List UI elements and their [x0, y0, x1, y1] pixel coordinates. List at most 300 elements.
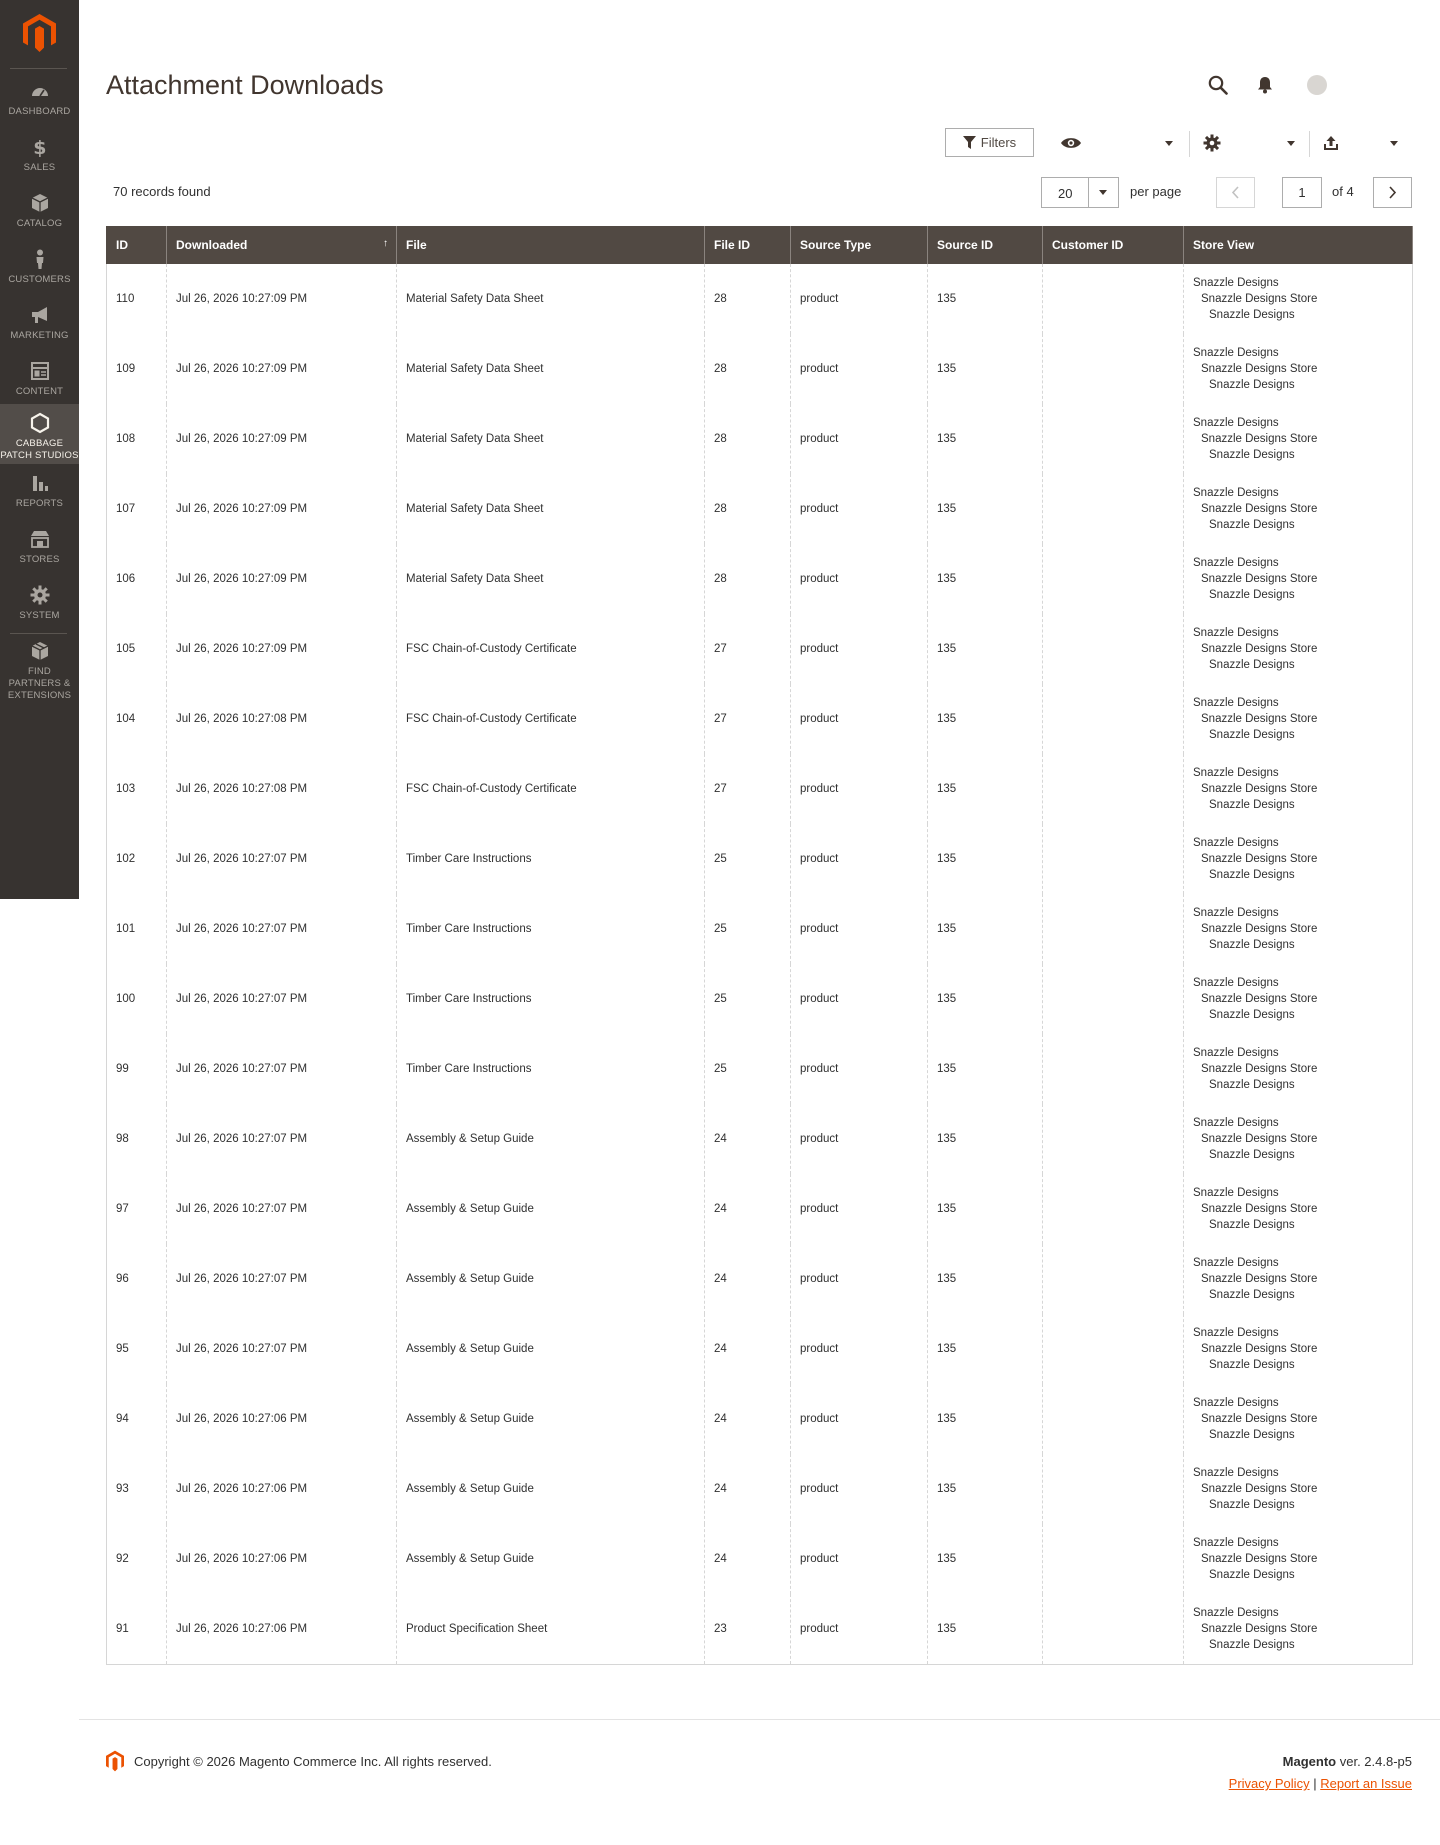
- table-row[interactable]: [107, 1384, 1413, 1454]
- version-info: [1283, 1754, 1412, 1769]
- eye-icon: [1060, 136, 1082, 150]
- table-row[interactable]: [107, 474, 1413, 544]
- per-page-label: per page: [1130, 184, 1182, 199]
- cell-file: Assembly & Setup Guide: [397, 1454, 705, 1524]
- cell-file-id: 25: [705, 824, 791, 894]
- column-header-customer-id[interactable]: Customer ID: [1043, 226, 1184, 264]
- cell-source-type: product: [791, 1454, 928, 1524]
- previous-page-button[interactable]: [1216, 177, 1255, 208]
- cell-customer-id: [1043, 404, 1184, 474]
- cell-id: 92: [107, 1524, 167, 1594]
- column-header-file-id[interactable]: File ID: [705, 226, 791, 264]
- cell-file-id: 25: [705, 894, 791, 964]
- svg-text:$: $: [32, 137, 47, 158]
- user-avatar[interactable]: [1307, 75, 1327, 95]
- cell-id: 99: [107, 1034, 167, 1104]
- column-header-source-id[interactable]: Source ID: [928, 226, 1043, 264]
- cell-downloaded: Jul 26, 2026 10:27:08 PM: [167, 754, 397, 824]
- cell-file-id: 24: [705, 1524, 791, 1594]
- cell-source-type: product: [791, 334, 928, 404]
- cell-file: FSC Chain-of-Custody Certificate: [397, 754, 705, 824]
- store-view-view: Snazzle Designs: [1209, 519, 1295, 531]
- cell-id: 97: [107, 1174, 167, 1244]
- cell-source-type: product: [791, 1524, 928, 1594]
- nav-label: STORES: [19, 554, 60, 565]
- cell-store-view: [1184, 1244, 1413, 1314]
- store-view-website: Snazzle Designs: [1193, 1606, 1279, 1619]
- cell-store-view: [1184, 684, 1413, 754]
- store-view-store: Snazzle Designs Store: [1201, 433, 1318, 445]
- table-row[interactable]: [107, 1174, 1413, 1244]
- cell-file-id: 24: [705, 1244, 791, 1314]
- cell-file-id: 27: [705, 684, 791, 754]
- cell-id: 109: [107, 334, 167, 404]
- cell-file: Assembly & Setup Guide: [397, 1244, 705, 1314]
- store-view-website: Snazzle Designs: [1193, 487, 1279, 499]
- sidebar-item-dashboard[interactable]: [0, 80, 79, 132]
- toolbar-divider: [1189, 131, 1190, 157]
- cell-source-id: 135: [928, 1244, 1043, 1314]
- cell-id: 108: [107, 404, 167, 474]
- sort-ascending-icon: ↑: [383, 238, 388, 249]
- nav-label-line: PATCH STUDIOS: [0, 450, 79, 461]
- cell-downloaded: Jul 26, 2026 10:27:07 PM: [167, 1244, 397, 1314]
- store-view-website: Snazzle Designs: [1193, 1187, 1279, 1199]
- next-page-button[interactable]: [1373, 177, 1412, 208]
- store-view-website: Snazzle Designs: [1193, 557, 1279, 569]
- filters-label: Filters: [980, 135, 1017, 150]
- cell-customer-id: [1043, 264, 1184, 334]
- sidebar-item-system[interactable]: [0, 584, 79, 636]
- column-header-label: Downloaded: [176, 238, 248, 252]
- cell-file-id: 24: [705, 1384, 791, 1454]
- store-view-website: Snazzle Designs: [1193, 1047, 1279, 1059]
- chevron-down-icon: [1390, 141, 1398, 146]
- store-view-website: Snazzle Designs: [1193, 1397, 1279, 1409]
- cell-downloaded: Jul 26, 2026 10:27:07 PM: [167, 1314, 397, 1384]
- magento-logo-icon: [106, 1750, 124, 1772]
- cell-id: 95: [107, 1314, 167, 1384]
- cell-id: 103: [107, 754, 167, 824]
- person-icon: [29, 248, 51, 270]
- cell-file-id: 27: [705, 754, 791, 824]
- cell-source-id: 135: [928, 334, 1043, 404]
- cell-file-id: 25: [705, 964, 791, 1034]
- table-row[interactable]: [107, 1104, 1413, 1174]
- cell-customer-id: [1043, 1244, 1184, 1314]
- nav-label: CATALOG: [16, 218, 63, 229]
- cell-source-id: 135: [928, 964, 1043, 1034]
- sidebar-item-sales[interactable]: [0, 136, 79, 188]
- cell-customer-id: [1043, 1104, 1184, 1174]
- notification-bell-icon[interactable]: [1257, 76, 1273, 94]
- cell-store-view: [1184, 964, 1413, 1034]
- table-row[interactable]: [107, 894, 1413, 964]
- cell-source-type: product: [791, 614, 928, 684]
- cell-source-id: 135: [928, 544, 1043, 614]
- cell-source-id: 135: [928, 894, 1043, 964]
- store-view-store: Snazzle Designs Store: [1201, 853, 1318, 865]
- footer-divider: [79, 1719, 1440, 1720]
- funnel-icon: [963, 136, 976, 149]
- grid-settings-dropdown[interactable]: [1198, 128, 1298, 157]
- table-row[interactable]: [107, 754, 1413, 824]
- cell-file: Material Safety Data Sheet: [397, 404, 705, 474]
- store-view-view: Snazzle Designs: [1209, 1219, 1295, 1231]
- cell-customer-id: [1043, 1034, 1184, 1104]
- chevron-down-icon: [1165, 141, 1173, 146]
- table-row[interactable]: [107, 1034, 1413, 1104]
- cell-downloaded: Jul 26, 2026 10:27:09 PM: [167, 404, 397, 474]
- cell-store-view: [1184, 894, 1413, 964]
- cell-id: 110: [107, 264, 167, 334]
- store-view-view: Snazzle Designs: [1209, 1499, 1295, 1511]
- chevron-down-icon: [1287, 141, 1295, 146]
- cell-source-type: product: [791, 964, 928, 1034]
- table-row[interactable]: [107, 614, 1413, 684]
- cell-downloaded: Jul 26, 2026 10:27:09 PM: [167, 334, 397, 404]
- per-page-value: 20: [1058, 186, 1073, 201]
- store-view-store: Snazzle Designs Store: [1201, 1483, 1318, 1495]
- records-count: 70 records found: [113, 184, 211, 199]
- nav-label-line: EXTENSIONS: [7, 690, 72, 701]
- cell-downloaded: Jul 26, 2026 10:27:08 PM: [167, 684, 397, 754]
- cell-customer-id: [1043, 334, 1184, 404]
- sidebar-divider: [10, 633, 67, 634]
- store-view-store: Snazzle Designs Store: [1201, 1622, 1318, 1635]
- search-icon[interactable]: [1208, 75, 1228, 95]
- column-header-file[interactable]: File: [397, 226, 705, 264]
- cell-store-view: [1184, 614, 1413, 684]
- nav-label: REPORTS: [15, 498, 64, 509]
- store-view-store: Snazzle Designs Store: [1201, 1133, 1318, 1145]
- cell-id: 107: [107, 474, 167, 544]
- privacy-policy-link[interactable]: Privacy Policy: [1228, 1776, 1310, 1791]
- table-row[interactable]: [107, 824, 1413, 894]
- store-view-view: Snazzle Designs: [1209, 1289, 1295, 1301]
- cell-source-type: product: [791, 1314, 928, 1384]
- store-view-view: Snazzle Designs: [1209, 309, 1295, 321]
- store-view-website: Snazzle Designs: [1193, 837, 1279, 849]
- cell-file: Timber Care Instructions: [397, 1034, 705, 1104]
- store-view-website: Snazzle Designs: [1193, 347, 1279, 359]
- version-number: ver. 2.4.8-p5: [1336, 1754, 1412, 1769]
- store-view-view: Snazzle Designs: [1209, 869, 1295, 881]
- sidebar-item-customers[interactable]: [0, 248, 79, 300]
- dollar-icon: [29, 136, 51, 158]
- cell-customer-id: [1043, 1524, 1184, 1594]
- cell-file: FSC Chain-of-Custody Certificate: [397, 614, 705, 684]
- cell-file: Material Safety Data Sheet: [397, 544, 705, 614]
- store-view-view: Snazzle Designs: [1209, 729, 1295, 741]
- cell-source-type: product: [791, 1034, 928, 1104]
- store-view-store: Snazzle Designs Store: [1201, 993, 1318, 1005]
- sidebar-item-cabbage-patch-studios[interactable]: [0, 404, 79, 464]
- store-view-store: Snazzle Designs Store: [1201, 1203, 1318, 1215]
- cell-source-id: 135: [928, 684, 1043, 754]
- nav-label-line: CABBAGE: [15, 438, 64, 449]
- cell-customer-id: [1043, 1314, 1184, 1384]
- cell-store-view: [1184, 1524, 1413, 1594]
- cell-file: Material Safety Data Sheet: [397, 264, 705, 334]
- cell-file-id: 28: [705, 334, 791, 404]
- cell-file-id: 24: [705, 1314, 791, 1384]
- chevron-down-icon: [1099, 190, 1107, 195]
- cell-customer-id: [1043, 824, 1184, 894]
- cell-file: Timber Care Instructions: [397, 894, 705, 964]
- view-columns-dropdown[interactable]: [1050, 128, 1173, 157]
- nav-label: CUSTOMERS: [8, 274, 71, 285]
- report-issue-link[interactable]: Report an Issue: [1320, 1776, 1412, 1791]
- cell-file: Assembly & Setup Guide: [397, 1104, 705, 1174]
- cell-customer-id: [1043, 544, 1184, 614]
- sidebar-item-stores[interactable]: [0, 528, 79, 580]
- cell-file-id: 24: [705, 1174, 791, 1244]
- store-view-store: Snazzle Designs Store: [1201, 293, 1318, 305]
- store-view-view: Snazzle Designs: [1209, 589, 1295, 601]
- table-row[interactable]: [107, 334, 1413, 404]
- cell-source-type: product: [791, 894, 928, 964]
- cell-downloaded: Jul 26, 2026 10:27:09 PM: [167, 264, 397, 334]
- per-page-select[interactable]: [1041, 177, 1119, 208]
- nav-label: SYSTEM: [19, 610, 60, 621]
- column-header-source-type[interactable]: Source Type: [791, 226, 928, 264]
- store-view-website: Snazzle Designs: [1193, 697, 1279, 709]
- page-title: Attachment Downloads: [106, 70, 384, 100]
- link-separator: |: [1313, 1776, 1317, 1791]
- column-header-id[interactable]: ID: [107, 226, 167, 264]
- sidebar-item-marketing[interactable]: [0, 304, 79, 356]
- cell-id: 91: [107, 1594, 167, 1664]
- store-view-website: Snazzle Designs: [1193, 1327, 1279, 1339]
- store-view-view: Snazzle Designs: [1209, 939, 1295, 951]
- cell-store-view: [1184, 824, 1413, 894]
- cell-file: Material Safety Data Sheet: [397, 334, 705, 404]
- table-row[interactable]: [107, 1524, 1413, 1594]
- cell-file: Timber Care Instructions: [397, 824, 705, 894]
- brand-name: Magento: [1282, 1754, 1337, 1769]
- cell-store-view: [1184, 1104, 1413, 1174]
- megaphone-icon: [29, 304, 51, 326]
- table-row[interactable]: [107, 1314, 1413, 1384]
- store-view-website: Snazzle Designs: [1193, 1467, 1279, 1479]
- cell-downloaded: Jul 26, 2026 10:27:07 PM: [167, 1174, 397, 1244]
- cell-source-type: product: [791, 474, 928, 544]
- footer-links: [1229, 1776, 1412, 1791]
- cell-source-type: product: [791, 264, 928, 334]
- gear-icon: [29, 584, 51, 606]
- cell-downloaded: Jul 26, 2026 10:27:06 PM: [167, 1524, 397, 1594]
- sidebar-item-catalog[interactable]: [0, 192, 79, 244]
- store-view-view: Snazzle Designs: [1209, 449, 1295, 461]
- nav-label-line: PARTNERS &: [8, 678, 71, 689]
- bar-chart-icon: [29, 472, 51, 494]
- store-view-view: Snazzle Designs: [1209, 1009, 1295, 1021]
- cell-customer-id: [1043, 1594, 1184, 1664]
- box-icon: [29, 192, 51, 214]
- cell-source-id: 135: [928, 1034, 1043, 1104]
- cell-customer-id: [1043, 684, 1184, 754]
- cell-downloaded: Jul 26, 2026 10:27:07 PM: [167, 964, 397, 1034]
- store-view-store: Snazzle Designs Store: [1201, 923, 1318, 935]
- cell-store-view: [1184, 474, 1413, 544]
- cell-source-id: 135: [928, 1454, 1043, 1524]
- cell-source-id: 135: [928, 1524, 1043, 1594]
- cell-id: 101: [107, 894, 167, 964]
- cell-customer-id: [1043, 1384, 1184, 1454]
- table-row[interactable]: [107, 1244, 1413, 1314]
- nav-label-line: FIND: [28, 666, 51, 677]
- cell-store-view: [1184, 754, 1413, 824]
- store-view-store: Snazzle Designs Store: [1201, 1063, 1318, 1075]
- cell-store-view: [1184, 404, 1413, 474]
- cell-source-type: product: [791, 684, 928, 754]
- store-view-store: Snazzle Designs Store: [1201, 713, 1318, 725]
- cell-source-type: product: [791, 1174, 928, 1244]
- table-row[interactable]: [107, 404, 1413, 474]
- cell-id: 94: [107, 1384, 167, 1454]
- page-count-label: of 4: [1332, 184, 1354, 199]
- export-icon: [1323, 135, 1339, 151]
- cell-customer-id: [1043, 964, 1184, 1034]
- table-row[interactable]: [107, 1454, 1413, 1524]
- nav-label: CONTENT: [15, 386, 64, 397]
- store-view-view: Snazzle Designs: [1209, 659, 1295, 671]
- cell-store-view: [1184, 544, 1413, 614]
- sidebar-item-find-partners[interactable]: [0, 640, 79, 706]
- cell-store-view: [1184, 1314, 1413, 1384]
- cell-file-id: 24: [705, 1454, 791, 1524]
- nav-label: SALES: [23, 162, 56, 173]
- layout-icon: [29, 360, 51, 382]
- nav-label: DASHBOARD: [8, 106, 71, 117]
- cell-store-view: [1184, 334, 1413, 404]
- store-view-view: Snazzle Designs: [1209, 1149, 1295, 1161]
- cell-source-type: product: [791, 1104, 928, 1174]
- cell-file: Timber Care Instructions: [397, 964, 705, 1034]
- cell-file-id: 25: [705, 1034, 791, 1104]
- cell-customer-id: [1043, 614, 1184, 684]
- page-number-input[interactable]: 1: [1282, 177, 1322, 208]
- cell-source-type: product: [791, 544, 928, 614]
- cell-store-view: [1184, 264, 1413, 334]
- cell-file: Material Safety Data Sheet: [397, 474, 705, 544]
- cell-customer-id: [1043, 894, 1184, 964]
- cell-file: Assembly & Setup Guide: [397, 1314, 705, 1384]
- cell-id: 100: [107, 964, 167, 1034]
- downloads-grid: [106, 226, 1413, 1665]
- table-row[interactable]: [107, 544, 1413, 614]
- cell-downloaded: Jul 26, 2026 10:27:07 PM: [167, 1104, 397, 1174]
- store-view-store: Snazzle Designs Store: [1201, 643, 1318, 655]
- table-row[interactable]: [107, 264, 1413, 334]
- store-view-website: Snazzle Designs: [1193, 1257, 1279, 1269]
- cell-file: Product Specification Sheet: [397, 1594, 705, 1664]
- cell-store-view: [1184, 1454, 1413, 1524]
- cell-store-view: [1184, 1034, 1413, 1104]
- cube-icon: [29, 640, 51, 662]
- per-page-toggle[interactable]: [1088, 178, 1118, 207]
- dashboard-icon: [29, 80, 51, 102]
- cell-source-id: 135: [928, 474, 1043, 544]
- cell-file: FSC Chain-of-Custody Certificate: [397, 684, 705, 754]
- cell-customer-id: [1043, 754, 1184, 824]
- cell-source-type: product: [791, 754, 928, 824]
- cell-downloaded: Jul 26, 2026 10:27:06 PM: [167, 1384, 397, 1454]
- sidebar-item-reports[interactable]: [0, 472, 79, 524]
- cell-file-id: 28: [705, 264, 791, 334]
- gear-icon: [1203, 134, 1221, 152]
- cell-store-view: [1184, 1174, 1413, 1244]
- cell-file-id: 28: [705, 544, 791, 614]
- magento-logo-icon[interactable]: [23, 14, 56, 52]
- cell-file-id: 28: [705, 404, 791, 474]
- cell-source-id: 135: [928, 1314, 1043, 1384]
- store-view-store: Snazzle Designs Store: [1201, 1553, 1318, 1565]
- cell-downloaded: Jul 26, 2026 10:27:09 PM: [167, 544, 397, 614]
- cell-source-type: product: [791, 404, 928, 474]
- cell-file-id: 27: [705, 614, 791, 684]
- store-view-store: Snazzle Designs Store: [1201, 573, 1318, 585]
- cell-downloaded: Jul 26, 2026 10:27:07 PM: [167, 824, 397, 894]
- table-row[interactable]: [107, 964, 1413, 1034]
- store-view-store: Snazzle Designs Store: [1201, 363, 1318, 375]
- store-view-website: Snazzle Designs: [1193, 977, 1279, 989]
- copyright-text: Copyright © 2026 Magento Commerce Inc. All rights reserved.: [134, 1754, 492, 1769]
- table-row[interactable]: [107, 1594, 1413, 1664]
- filters-button[interactable]: [945, 128, 1034, 157]
- store-view-website: Snazzle Designs: [1193, 1537, 1279, 1549]
- cell-customer-id: [1043, 1174, 1184, 1244]
- cell-source-type: product: [791, 1594, 928, 1664]
- cell-id: 102: [107, 824, 167, 894]
- store-view-website: Snazzle Designs: [1193, 907, 1279, 919]
- cell-id: 105: [107, 614, 167, 684]
- cell-id: 106: [107, 544, 167, 614]
- column-header-store-view[interactable]: Store View: [1184, 226, 1413, 264]
- cell-id: 93: [107, 1454, 167, 1524]
- column-header-downloaded[interactable]: [167, 226, 397, 264]
- cell-file-id: 24: [705, 1104, 791, 1174]
- cell-customer-id: [1043, 1454, 1184, 1524]
- cell-source-type: product: [791, 824, 928, 894]
- cell-file: Assembly & Setup Guide: [397, 1524, 705, 1594]
- table-row[interactable]: [107, 684, 1413, 754]
- grid-header-row: [107, 226, 1413, 264]
- store-view-view: Snazzle Designs: [1209, 1638, 1295, 1651]
- store-view-store: Snazzle Designs Store: [1201, 783, 1318, 795]
- cell-source-id: 135: [928, 754, 1043, 824]
- nav-label: MARKETING: [10, 330, 69, 341]
- cell-source-id: 135: [928, 824, 1043, 894]
- cell-source-id: 135: [928, 404, 1043, 474]
- export-dropdown[interactable]: [1318, 128, 1412, 157]
- cell-id: 98: [107, 1104, 167, 1174]
- store-view-website: Snazzle Designs: [1193, 1117, 1279, 1129]
- toolbar-divider: [1309, 131, 1310, 157]
- cell-source-id: 135: [928, 1594, 1043, 1664]
- store-view-store: Snazzle Designs Store: [1201, 1343, 1318, 1355]
- cell-store-view: [1184, 1594, 1413, 1664]
- store-view-view: Snazzle Designs: [1209, 1429, 1295, 1441]
- cell-source-id: 135: [928, 1174, 1043, 1244]
- cell-source-id: 135: [928, 1104, 1043, 1174]
- chevron-left-icon: [1231, 186, 1240, 199]
- cell-file: Assembly & Setup Guide: [397, 1174, 705, 1244]
- cell-file: Assembly & Setup Guide: [397, 1384, 705, 1454]
- sidebar-divider: [10, 68, 67, 69]
- cell-id: 96: [107, 1244, 167, 1314]
